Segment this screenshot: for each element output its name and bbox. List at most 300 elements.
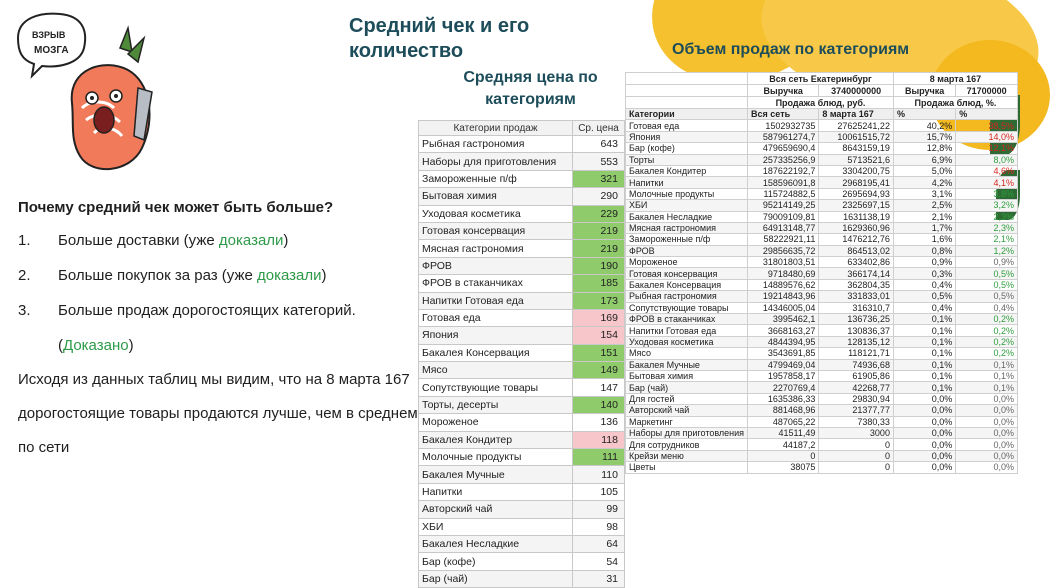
category-cell: Замороженные п/ф bbox=[419, 170, 573, 187]
store-pct-cell: 8,0% bbox=[956, 154, 1018, 165]
column-header-category: Категории bbox=[626, 109, 748, 120]
table-row bbox=[419, 170, 625, 187]
store-pct-cell: 0,1% bbox=[956, 382, 1018, 393]
net-sales-cell: 115724882,5 bbox=[748, 188, 819, 199]
net-sales-cell: 58222921,11 bbox=[748, 234, 819, 245]
category-cell: Молочные продукты bbox=[419, 449, 573, 466]
store-sales-cell: 2695694,93 bbox=[819, 188, 894, 199]
store-pct-cell: 2,1% bbox=[956, 234, 1018, 245]
net-sales-cell: 29856635,72 bbox=[748, 245, 819, 256]
revenue-net: 3740000000 bbox=[819, 85, 894, 97]
price-cell: 118 bbox=[573, 431, 625, 448]
table-row bbox=[419, 362, 625, 379]
store-sales-cell: 2968195,41 bbox=[819, 177, 894, 188]
category-cell: Япония bbox=[626, 131, 748, 142]
table-header-row bbox=[626, 73, 1018, 85]
net-pct-cell: 0,1% bbox=[893, 382, 955, 393]
category-cell: Торты, десерты bbox=[419, 396, 573, 413]
store-pct-cell: 0,0% bbox=[956, 427, 1018, 438]
net-sales-cell: 38075 bbox=[748, 462, 819, 473]
table-row bbox=[419, 414, 625, 431]
net-sales-cell: 95214149,25 bbox=[748, 200, 819, 211]
store-sales-cell: 1631138,19 bbox=[819, 211, 894, 222]
category-cell: Мороженое bbox=[626, 257, 748, 268]
store-sales-cell: 21377,77 bbox=[819, 405, 894, 416]
category-cell: Мясо bbox=[626, 348, 748, 359]
category-cell: Рыбная гастрономия bbox=[419, 136, 573, 153]
category-cell: Молочные продукты bbox=[626, 188, 748, 199]
category-cell: Бакалея Несладкие bbox=[419, 535, 573, 552]
net-sales-cell: 14346005,04 bbox=[748, 302, 819, 313]
table-row bbox=[626, 302, 1018, 313]
net-sales-cell: 41511,49 bbox=[748, 427, 819, 438]
table-row bbox=[626, 211, 1018, 222]
net-pct-cell: 0,0% bbox=[893, 405, 955, 416]
category-cell: Уходовая косметика bbox=[419, 205, 573, 222]
price-cell: 111 bbox=[573, 449, 625, 466]
header-group-net: Вся сеть Екатеринбург bbox=[748, 73, 894, 85]
store-sales-cell: 42268,77 bbox=[819, 382, 894, 393]
store-pct-cell: 4,1% bbox=[956, 177, 1018, 188]
table-row bbox=[419, 379, 625, 396]
store-pct-cell: 0,0% bbox=[956, 405, 1018, 416]
column-header-net: Вся сеть bbox=[748, 109, 819, 120]
page-title: Средний чек и его количество bbox=[349, 15, 530, 62]
table-row bbox=[626, 200, 1018, 211]
category-cell: Торты bbox=[626, 154, 748, 165]
table-row bbox=[419, 257, 625, 274]
table-row bbox=[626, 348, 1018, 359]
net-pct-cell: 1,6% bbox=[893, 234, 955, 245]
category-cell: Бакалея Мучные bbox=[626, 359, 748, 370]
store-pct-cell: 0,5% bbox=[956, 279, 1018, 290]
category-cell: Мороженое bbox=[419, 414, 573, 431]
table-row bbox=[626, 405, 1018, 416]
price-cell: 321 bbox=[573, 170, 625, 187]
store-sales-cell: 136736,25 bbox=[819, 314, 894, 325]
table-row bbox=[419, 205, 625, 222]
store-sales-cell: 331833,01 bbox=[819, 291, 894, 302]
table-row bbox=[626, 427, 1018, 438]
net-pct-cell: 0,0% bbox=[893, 427, 955, 438]
table-row bbox=[419, 396, 625, 413]
net-sales-cell: 3668163,27 bbox=[748, 325, 819, 336]
table-row bbox=[626, 382, 1018, 393]
store-pct-cell: 2,3% bbox=[956, 222, 1018, 233]
net-sales-cell: 487065,22 bbox=[748, 416, 819, 427]
table-row bbox=[626, 462, 1018, 473]
price-table-title: Средняя цена по категориям bbox=[463, 69, 598, 108]
category-cell: Бакалея Кондитер bbox=[626, 165, 748, 176]
table-row bbox=[626, 257, 1018, 268]
revenue-label: Выручка bbox=[748, 85, 819, 97]
category-cell: Напитки bbox=[626, 177, 748, 188]
table-row bbox=[419, 535, 625, 552]
table-row bbox=[419, 136, 625, 153]
net-pct-cell: 0,0% bbox=[893, 450, 955, 461]
price-cell: 136 bbox=[573, 414, 625, 431]
category-cell: Мясная гастрономия bbox=[626, 222, 748, 233]
table-row bbox=[419, 431, 625, 448]
net-pct-cell: 0,4% bbox=[893, 302, 955, 313]
net-sales-cell: 79009109,81 bbox=[748, 211, 819, 222]
category-cell: ФРОВ в стаканчиках bbox=[626, 314, 748, 325]
table-row bbox=[626, 370, 1018, 381]
price-cell: 154 bbox=[573, 327, 625, 344]
reason-number: 2. bbox=[18, 267, 31, 284]
category-cell: Бытовая химия bbox=[626, 370, 748, 381]
table-row bbox=[419, 501, 625, 518]
category-cell: ХБИ bbox=[626, 200, 748, 211]
table-row bbox=[419, 518, 625, 535]
net-sales-cell: 158596091,8 bbox=[748, 177, 819, 188]
store-pct-cell: 0,2% bbox=[956, 348, 1018, 359]
store-pct-cell: 0,0% bbox=[956, 416, 1018, 427]
reason-highlight: Доказано bbox=[63, 337, 129, 354]
category-cell: Бакалея Несладкие bbox=[626, 211, 748, 222]
revenue-label: Выручка bbox=[893, 85, 955, 97]
header-spacer bbox=[626, 85, 748, 97]
store-pct-cell: 0,4% bbox=[956, 302, 1018, 313]
net-sales-cell: 187622192,7 bbox=[748, 165, 819, 176]
price-cell: 290 bbox=[573, 188, 625, 205]
category-cell: Мясная гастрономия bbox=[419, 240, 573, 257]
store-sales-cell: 29830,94 bbox=[819, 393, 894, 404]
category-cell: Уходовая косметика bbox=[626, 336, 748, 347]
net-sales-cell: 4799469,04 bbox=[748, 359, 819, 370]
store-sales-cell: 8643159,19 bbox=[819, 143, 894, 154]
table-row bbox=[626, 291, 1018, 302]
store-sales-cell: 10061515,72 bbox=[819, 131, 894, 142]
table-row bbox=[626, 165, 1018, 176]
net-pct-cell: 0,1% bbox=[893, 348, 955, 359]
net-sales-cell: 587961274,7 bbox=[748, 131, 819, 142]
reason-text: Больше покупок за раз (уже доказали) bbox=[58, 267, 327, 284]
net-sales-cell: 1957858,17 bbox=[748, 370, 819, 381]
question-heading: Почему средний чек может быть больше? bbox=[18, 199, 334, 216]
store-pct-cell: 14,0% bbox=[956, 131, 1018, 142]
store-sales-cell: 3304200,75 bbox=[819, 165, 894, 176]
category-cell: Бар (чай) bbox=[626, 382, 748, 393]
category-cell: Бар (кофе) bbox=[626, 143, 748, 154]
category-cell: Рыбная гастрономия bbox=[626, 291, 748, 302]
net-sales-cell: 479659690,4 bbox=[748, 143, 819, 154]
table-row bbox=[626, 450, 1018, 461]
net-pct-cell: 2,1% bbox=[893, 211, 955, 222]
category-cell: Напитки bbox=[419, 483, 573, 500]
table-row bbox=[419, 309, 625, 326]
price-cell: 169 bbox=[573, 309, 625, 326]
category-cell: Бакалея Консервация bbox=[419, 344, 573, 361]
store-sales-cell: 7380,33 bbox=[819, 416, 894, 427]
net-pct-cell: 6,9% bbox=[893, 154, 955, 165]
price-cell: 99 bbox=[573, 501, 625, 518]
net-pct-cell: 1,7% bbox=[893, 222, 955, 233]
reason-text: Больше продаж дорогостоящих категорий. (Доказано) bbox=[58, 302, 356, 354]
reason-number: 1. bbox=[18, 232, 31, 249]
store-sales-cell: 1629360,96 bbox=[819, 222, 894, 233]
price-cell: 31 bbox=[573, 570, 625, 587]
store-sales-cell: 633402,86 bbox=[819, 257, 894, 268]
reason-item bbox=[18, 293, 418, 363]
store-pct-cell: 0,5% bbox=[956, 268, 1018, 279]
net-pct-cell: 4,2% bbox=[893, 177, 955, 188]
reasons-list bbox=[18, 223, 418, 363]
table-row bbox=[626, 222, 1018, 233]
category-cell: Мясо bbox=[419, 362, 573, 379]
category-cell: ХБИ bbox=[419, 518, 573, 535]
table-row bbox=[419, 483, 625, 500]
column-header-category: Категории продаж bbox=[419, 121, 573, 136]
store-sales-cell: 27625241,22 bbox=[819, 120, 894, 131]
conclusion-text: Исходя из данных таблиц мы видим, что на 8 марта 167 дорогостоящие товары продаются лучше, чем в среднем по сети bbox=[18, 371, 418, 456]
store-pct-cell: 0,0% bbox=[956, 450, 1018, 461]
category-cell: Наборы для приготовления bbox=[626, 427, 748, 438]
store-pct-cell: 4,6% bbox=[956, 165, 1018, 176]
store-pct-cell: 0,0% bbox=[956, 462, 1018, 473]
category-cell: Для сотрудников bbox=[626, 439, 748, 450]
table-row bbox=[419, 570, 625, 587]
category-cell: Сопутствующие товары bbox=[626, 302, 748, 313]
store-pct-cell: 0,5% bbox=[956, 291, 1018, 302]
table-row bbox=[419, 327, 625, 344]
store-sales-cell: 1476212,76 bbox=[819, 234, 894, 245]
store-pct-cell: 0,2% bbox=[956, 314, 1018, 325]
table-row bbox=[419, 292, 625, 309]
sales-rub-label: Продажа блюд, руб. bbox=[748, 97, 894, 109]
explanation-block bbox=[18, 193, 418, 465]
store-sales-cell: 3000 bbox=[819, 427, 894, 438]
store-pct-cell: 0,2% bbox=[956, 336, 1018, 347]
price-cell: 553 bbox=[573, 153, 625, 170]
net-pct-cell: 0,9% bbox=[893, 257, 955, 268]
category-cell: Напитки Готовая еда bbox=[626, 325, 748, 336]
store-pct-cell: 0,2% bbox=[956, 325, 1018, 336]
net-pct-cell: 0,4% bbox=[893, 279, 955, 290]
store-sales-cell: 0 bbox=[819, 462, 894, 473]
price-cell: 151 bbox=[573, 344, 625, 361]
store-sales-cell: 316310,7 bbox=[819, 302, 894, 313]
reason-highlight: доказали bbox=[218, 232, 284, 249]
store-pct-cell: 0,1% bbox=[956, 370, 1018, 381]
category-cell: Авторский чай bbox=[419, 501, 573, 518]
net-pct-cell: 0,1% bbox=[893, 336, 955, 347]
table-header-row bbox=[626, 97, 1018, 109]
column-header-price: Ср. цена bbox=[573, 121, 625, 136]
table-row bbox=[419, 222, 625, 239]
net-sales-cell: 19214843,96 bbox=[748, 291, 819, 302]
reason-item bbox=[18, 258, 418, 293]
reason-item bbox=[18, 223, 418, 258]
net-pct-cell: 0,1% bbox=[893, 314, 955, 325]
column-header-store-pct: % bbox=[956, 109, 1018, 120]
store-sales-cell: 130836,37 bbox=[819, 325, 894, 336]
store-pct-cell: 3,2% bbox=[956, 200, 1018, 211]
mascot-illustration bbox=[10, 8, 170, 183]
net-sales-cell: 64913148,77 bbox=[748, 222, 819, 233]
table-row bbox=[626, 393, 1018, 404]
net-pct-cell: 0,8% bbox=[893, 245, 955, 256]
table-row bbox=[419, 344, 625, 361]
net-pct-cell: 0,3% bbox=[893, 268, 955, 279]
store-pct-cell: 0,9% bbox=[956, 257, 1018, 268]
net-pct-cell: 0,5% bbox=[893, 291, 955, 302]
category-cell: Маркетинг bbox=[626, 416, 748, 427]
table-row bbox=[626, 439, 1018, 450]
table-row bbox=[626, 279, 1018, 290]
net-pct-cell: 12,8% bbox=[893, 143, 955, 154]
store-pct-cell: 38,5% bbox=[956, 120, 1018, 131]
price-cell: 185 bbox=[573, 275, 625, 292]
table-row bbox=[626, 336, 1018, 347]
category-cell: Готовая консервация bbox=[626, 268, 748, 279]
net-sales-cell: 31801803,51 bbox=[748, 257, 819, 268]
category-cell: Для гостей bbox=[626, 393, 748, 404]
net-sales-cell: 44187,2 bbox=[748, 439, 819, 450]
net-pct-cell: 0,1% bbox=[893, 359, 955, 370]
bubble-text-bottom: МОЗГА bbox=[34, 45, 69, 56]
table-row bbox=[419, 240, 625, 257]
table-row bbox=[419, 275, 625, 292]
net-sales-cell: 9718480,69 bbox=[748, 268, 819, 279]
category-cell: Наборы для приготовления bbox=[419, 153, 573, 170]
net-pct-cell: 0,0% bbox=[893, 439, 955, 450]
net-sales-cell: 3995462,1 bbox=[748, 314, 819, 325]
category-cell: Япония bbox=[419, 327, 573, 344]
price-cell: 229 bbox=[573, 205, 625, 222]
table-row bbox=[626, 268, 1018, 279]
revenue-store: 71700000 bbox=[956, 85, 1018, 97]
category-cell: ФРОВ bbox=[626, 245, 748, 256]
table-row bbox=[626, 416, 1018, 427]
store-pct-cell: 0,0% bbox=[956, 393, 1018, 404]
category-cell: Бакалея Консервация bbox=[626, 279, 748, 290]
store-sales-cell: 118121,71 bbox=[819, 348, 894, 359]
table-header-row bbox=[626, 109, 1018, 120]
category-cell: Бытовая химия bbox=[419, 188, 573, 205]
store-sales-cell: 864513,02 bbox=[819, 245, 894, 256]
category-cell: Бар (чай) bbox=[419, 570, 573, 587]
column-header-store: 8 марта 167 bbox=[819, 109, 894, 120]
header-group-store: 8 марта 167 bbox=[893, 73, 1017, 85]
table-header-row bbox=[419, 121, 625, 136]
net-sales-cell: 1635386,33 bbox=[748, 393, 819, 404]
table-row bbox=[626, 234, 1018, 245]
price-cell: 54 bbox=[573, 553, 625, 570]
store-sales-cell: 128135,12 bbox=[819, 336, 894, 347]
table-row bbox=[626, 143, 1018, 154]
table-row bbox=[419, 188, 625, 205]
sales-volume-table bbox=[625, 72, 1018, 474]
price-cell: 173 bbox=[573, 292, 625, 309]
table-row bbox=[626, 359, 1018, 370]
store-pct-cell: 1,2% bbox=[956, 245, 1018, 256]
category-cell: Бакалея Кондитер bbox=[419, 431, 573, 448]
sales-pct-label: Продажа блюд, %. bbox=[893, 97, 1017, 109]
table-row bbox=[626, 245, 1018, 256]
table-row bbox=[419, 153, 625, 170]
table-row bbox=[626, 154, 1018, 165]
net-pct-cell: 2,5% bbox=[893, 200, 955, 211]
header-spacer bbox=[626, 73, 748, 85]
net-sales-cell: 2270769,4 bbox=[748, 382, 819, 393]
store-pct-cell: 2,3% bbox=[956, 211, 1018, 222]
table-row bbox=[626, 131, 1018, 142]
net-pct-cell: 0,0% bbox=[893, 462, 955, 473]
price-cell: 105 bbox=[573, 483, 625, 500]
table-row bbox=[626, 188, 1018, 199]
price-cell: 219 bbox=[573, 240, 625, 257]
net-pct-cell: 5,0% bbox=[893, 165, 955, 176]
store-sales-cell: 366174,14 bbox=[819, 268, 894, 279]
price-cell: 147 bbox=[573, 379, 625, 396]
store-sales-cell: 0 bbox=[819, 450, 894, 461]
store-sales-cell: 5713521,6 bbox=[819, 154, 894, 165]
category-cell: Готовая консервация bbox=[419, 222, 573, 239]
speech-bubble bbox=[18, 14, 85, 76]
net-sales-cell: 3543691,85 bbox=[748, 348, 819, 359]
category-cell: Готовая еда bbox=[626, 120, 748, 131]
category-cell: Напитки Готовая еда bbox=[419, 292, 573, 309]
table-row bbox=[626, 120, 1018, 131]
store-sales-cell: 362804,35 bbox=[819, 279, 894, 290]
reason-number: 3. bbox=[18, 302, 31, 319]
reason-highlight: доказали bbox=[257, 267, 322, 284]
table-row bbox=[626, 177, 1018, 188]
net-sales-cell: 881468,96 bbox=[748, 405, 819, 416]
price-cell: 98 bbox=[573, 518, 625, 535]
net-sales-cell: 257335256,9 bbox=[748, 154, 819, 165]
table-header-row bbox=[626, 85, 1018, 97]
store-pct-cell: 0,0% bbox=[956, 439, 1018, 450]
price-cell: 140 bbox=[573, 396, 625, 413]
category-cell: ФРОВ в стаканчиках bbox=[419, 275, 573, 292]
net-pct-cell: 0,1% bbox=[893, 370, 955, 381]
net-sales-cell: 14889576,62 bbox=[748, 279, 819, 290]
column-header-net-pct: % bbox=[893, 109, 955, 120]
reason-text: Больше доставки (уже доказали) bbox=[58, 232, 289, 249]
category-cell: Сопутствующие товары bbox=[419, 379, 573, 396]
store-pct-cell: 3,8% bbox=[956, 188, 1018, 199]
price-cell: 190 bbox=[573, 257, 625, 274]
store-sales-cell: 74936,68 bbox=[819, 359, 894, 370]
table-row bbox=[419, 466, 625, 483]
category-cell: Готовая еда bbox=[419, 309, 573, 326]
store-sales-cell: 61905,86 bbox=[819, 370, 894, 381]
price-cell: 110 bbox=[573, 466, 625, 483]
price-cell: 643 bbox=[573, 136, 625, 153]
category-cell: Замороженные п/ф bbox=[626, 234, 748, 245]
net-pct-cell: 0,0% bbox=[893, 416, 955, 427]
category-cell: Авторский чай bbox=[626, 405, 748, 416]
store-pct-cell: 12,1% bbox=[956, 143, 1018, 154]
table-row bbox=[626, 325, 1018, 336]
net-sales-cell: 1502932735 bbox=[748, 120, 819, 131]
category-cell: ФРОВ bbox=[419, 257, 573, 274]
net-pct-cell: 0,1% bbox=[893, 325, 955, 336]
net-sales-cell: 0 bbox=[748, 450, 819, 461]
table-row bbox=[626, 314, 1018, 325]
category-cell: Бар (кофе) bbox=[419, 553, 573, 570]
table-row bbox=[419, 449, 625, 466]
average-price-table bbox=[418, 120, 625, 588]
net-pct-cell: 40,2% bbox=[893, 120, 955, 131]
volume-table-title: Объем продаж по категориям bbox=[672, 41, 910, 58]
store-sales-cell: 0 bbox=[819, 439, 894, 450]
net-pct-cell: 0,0% bbox=[893, 393, 955, 404]
price-cell: 149 bbox=[573, 362, 625, 379]
category-cell: Бакалея Мучные bbox=[419, 466, 573, 483]
